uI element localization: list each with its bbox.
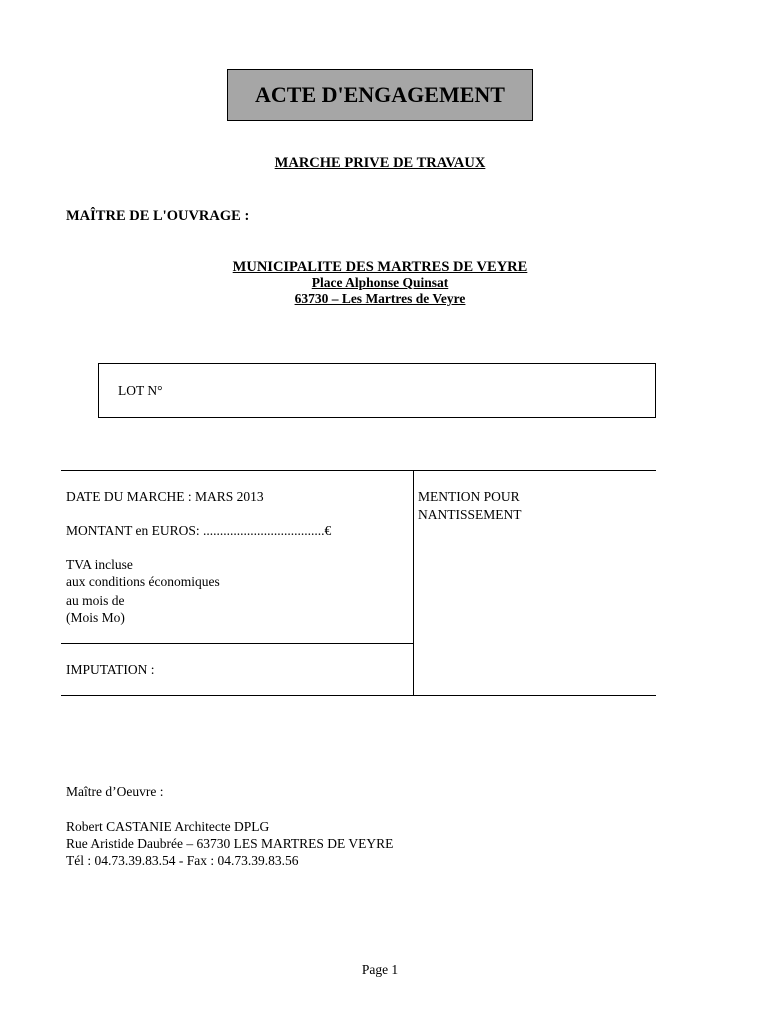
owner-address-line1: Place Alphonse Quinsat <box>311 275 449 290</box>
tva-line: aux conditions économiques <box>66 574 220 589</box>
owner-label: MAÎTRE DE L'OUVRAGE : <box>66 208 250 224</box>
contract-date: DATE DU MARCHE : MARS 2013 <box>66 489 264 504</box>
architect-phone: Tél : 04.73.39.83.54 - Fax : 04.73.39.83.56 <box>66 853 299 868</box>
table-top-border <box>61 470 656 471</box>
mention-line: NANTISSEMENT <box>418 507 522 522</box>
architect-label: Maître d’Oeuvre : <box>66 784 164 799</box>
tva-line: (Mois Mo) <box>66 610 125 625</box>
document-title: ACTE D'ENGAGEMENT <box>227 69 533 121</box>
owner-address-line2: 63730 – Les Martres de Veyre <box>294 291 466 306</box>
table-column-divider <box>413 470 414 696</box>
architect-address: Rue Aristide Daubrée – 63730 LES MARTRES DE VEYRE <box>66 836 394 851</box>
tva-line: au mois de <box>66 593 125 608</box>
contract-amount: MONTANT en EUROS: ....................................€ <box>66 523 332 538</box>
tva-line: TVA incluse <box>66 557 133 572</box>
table-row-divider <box>61 643 413 644</box>
table-bottom-border <box>61 695 656 696</box>
owner-block <box>0 259 760 307</box>
imputation-label: IMPUTATION : <box>66 662 155 677</box>
owner-name: MUNICIPALITE DES MARTRES DE VEYRE <box>232 259 528 275</box>
page-number: Page 1 <box>361 962 399 977</box>
architect-name: Robert CASTANIE Architecte DPLG <box>66 819 270 834</box>
contract-type-heading: MARCHE PRIVE DE TRAVAUX <box>274 155 486 171</box>
lot-box <box>98 363 656 418</box>
mention-line: MENTION POUR <box>418 489 520 504</box>
lot-label: LOT N° <box>118 383 163 398</box>
